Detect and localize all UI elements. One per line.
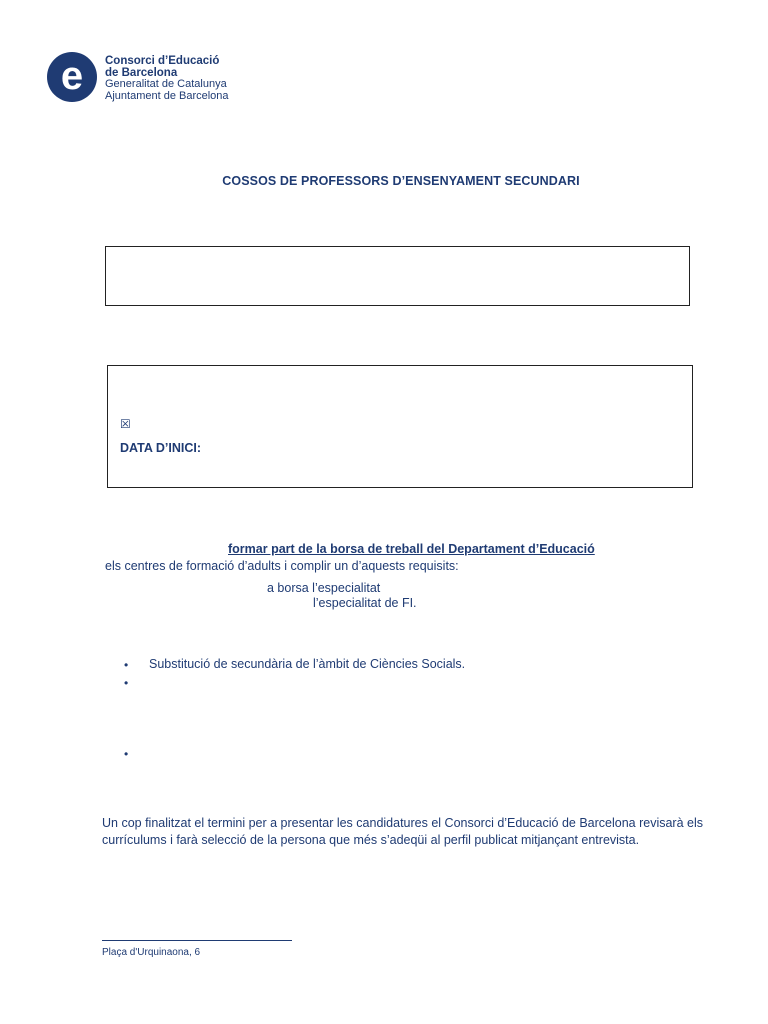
- footer-divider: [102, 940, 292, 941]
- requirement-line-1: a borsa l’especialitat: [267, 581, 381, 595]
- checked-checkbox-icon[interactable]: ☒: [120, 417, 131, 431]
- borsa-heading: formar part de la borsa de treball del Departament d’Educació: [228, 542, 595, 556]
- info-box-top: [105, 246, 690, 306]
- start-date-label: DATA D’INICI:: [120, 441, 202, 455]
- list-item: Substitució de secundària de l’àmbit de Ciències Socials.: [149, 657, 466, 671]
- bullet-dot-icon: •: [124, 747, 129, 761]
- org-name-block: [105, 56, 229, 102]
- org-sub-line1: Generalitat de Catalunya: [105, 78, 227, 90]
- consorci-logo-icon: [47, 52, 97, 102]
- closing-paragraph: Un cop finalitzat el termini per a presentar les candidatures el Consorci d’Educació de Barcelona revisarà els currículums i farà selecció de la persona que més s’adeqüi al perfil publicat mitjançant entrevista.: [102, 816, 704, 847]
- org-name-line1: Consorci d’Educació: [105, 55, 220, 67]
- footer-address: Plaça d'Urquinaona, 6: [102, 947, 201, 958]
- document-title: COSSOS DE PROFESSORS D’ENSENYAMENT SECUNDARI: [222, 174, 580, 188]
- requirements-intro: els centres de formació d’adults i complir un d’aquests requisits:: [105, 559, 459, 573]
- bullet-dot-icon: •: [124, 676, 129, 690]
- bullet-dot-icon: •: [124, 658, 129, 672]
- logo-letter: e: [60, 54, 84, 98]
- org-sub-line2: Ajuntament de Barcelona: [105, 89, 229, 102]
- info-box-details: [107, 365, 693, 488]
- org-name-line2: de Barcelona: [105, 66, 178, 79]
- requirement-line-2: l’especialitat de FI.: [313, 596, 417, 610]
